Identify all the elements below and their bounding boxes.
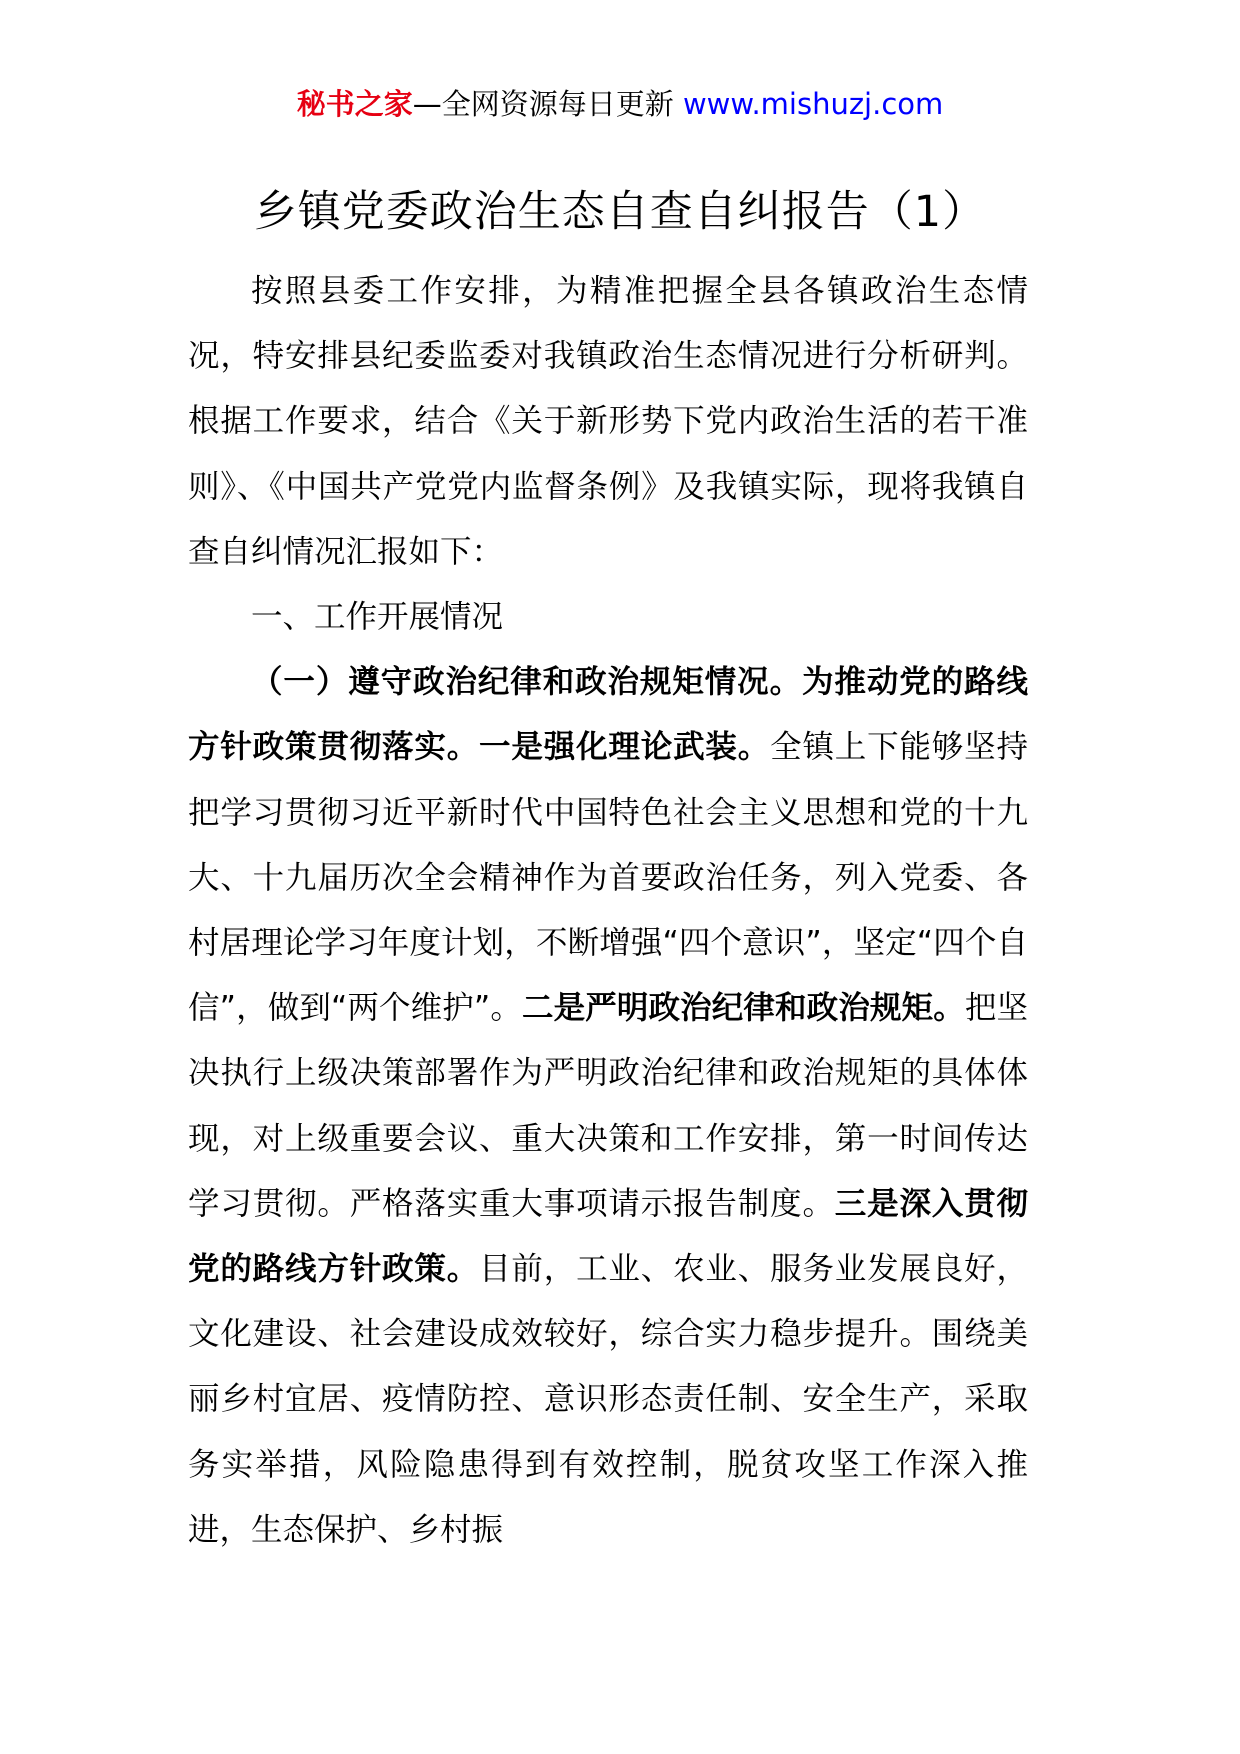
site-brand: 秘书之家	[296, 87, 413, 121]
point-two-heading: 二是严明政治纪律和政治规矩。	[522, 990, 965, 1027]
point-three-text: 目前，工业、农业、服务业发展良好，文化建设、社会建设成效较好，综合实力稳步提升。围绕美丽乡村宜居、疫情防控、意识形态责任制、安全生产，采取务实举措，风险隐患得到有效控制，脱贫攻坚工作深入推进，生态保护、乡村振	[188, 1251, 1028, 1548]
site-header	[0, 84, 1240, 124]
section-heading: 一、工作开展情况	[251, 599, 504, 636]
subsection-paragraph	[188, 650, 1028, 1563]
site-url-link[interactable]: www.mishuzj.com	[682, 87, 944, 121]
point-three-heading: 三是深入贯彻党的路线方针政策。	[188, 1185, 1028, 1288]
document-title: 乡镇党委政治生态自查自纠报告（1）	[253, 187, 987, 237]
point-one-text: 全镇上下能够坚持把学习贯彻习近平新时代中国特色社会主义思想和党的十九大、十九届历次全会精神作为首要政治任务，列入党委、各村居理论学习年度计划，不断增强“四个意识”，坚定“四个自信”，做到“两个维护”。	[188, 729, 1028, 1027]
subsection-heading: （一）遵守政治纪律和政治规矩情况。为推动党的路线方针政策贯彻落实。一是强化理论武装。	[188, 664, 1028, 766]
document-body	[188, 259, 1028, 1563]
intro-paragraph: 按照县委工作安排，为精准把握全县各镇政治生态情况，特安排县纪委监委对我镇政治生态情况进行分析研判。根据工作要求，结合《关于新形势下党内政治生活的若干准则》、《中国共产党党内监督条例》及我镇实际，现将我镇自查自纠情况汇报如下：	[188, 273, 1028, 570]
site-tagline: —全网资源每日更新	[412, 87, 683, 121]
point-two-text: 把坚决执行上级决策部署作为严明政治纪律和政治规矩的具体体现，对上级重要会议、重大决策和工作安排，第一时间传达学习贯彻。严格落实重大事项请示报告制度。	[188, 990, 1028, 1222]
